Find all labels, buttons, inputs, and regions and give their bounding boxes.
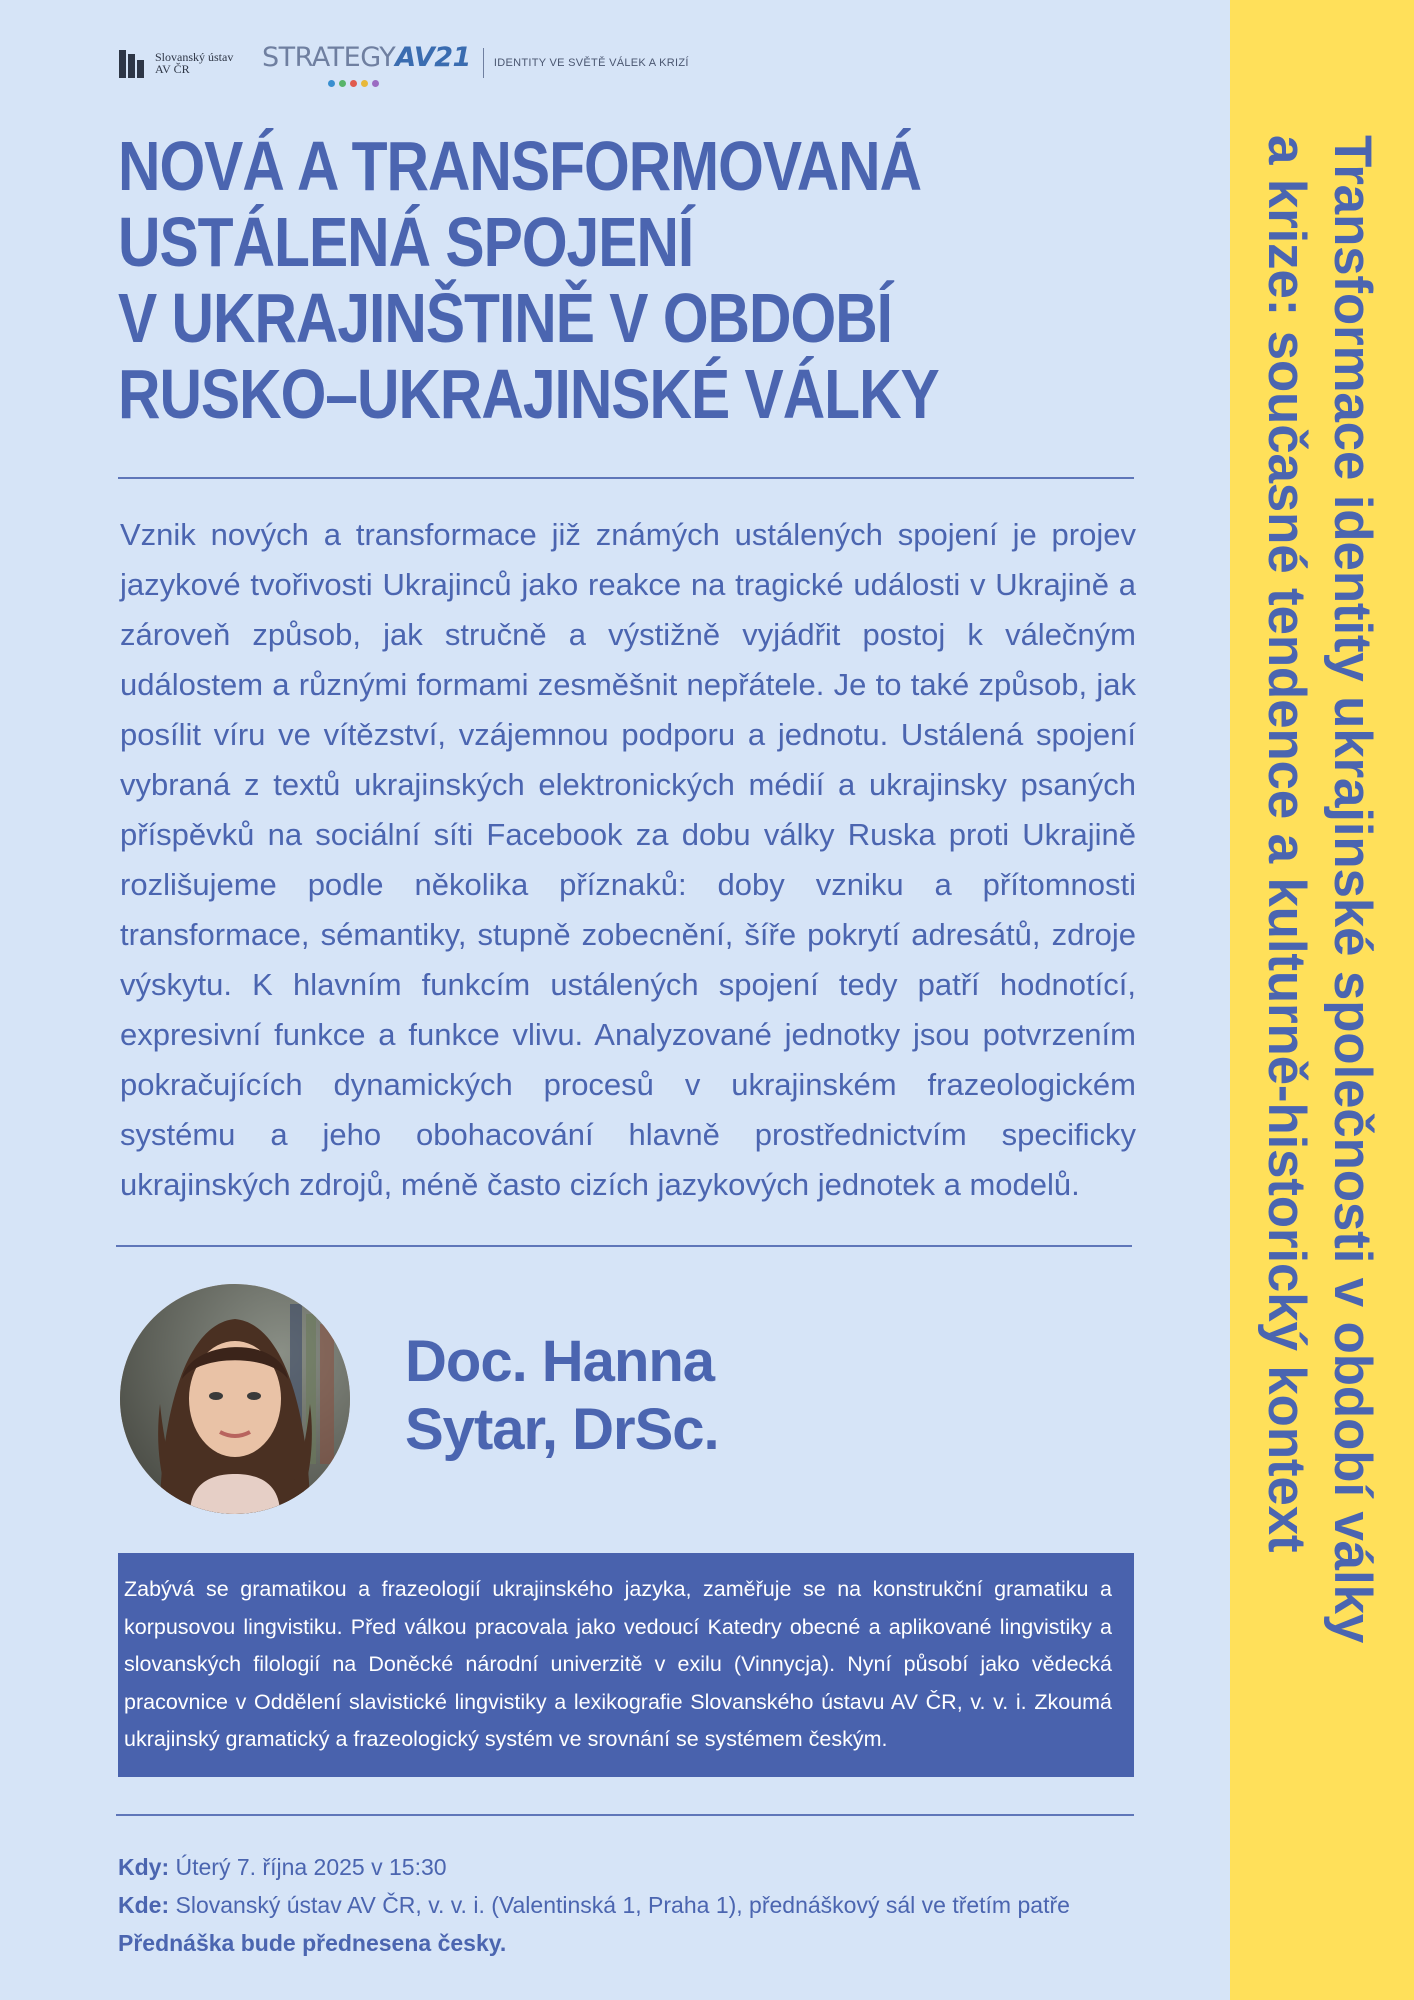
slovansky-ustav-logo	[119, 48, 250, 78]
series-title-vertical	[1253, 135, 1385, 1835]
where-label: Kde:	[118, 1892, 170, 1918]
header-logos	[119, 40, 769, 85]
speaker-name-line-2: Sytar, DrSc.	[405, 1397, 719, 1462]
divider-top	[118, 477, 1134, 479]
program-tagline: IDENTITY VE SVĚTĚ VÁLEK A KRIZÍ	[493, 56, 689, 69]
av21-logo-text: AV21	[395, 42, 471, 73]
divider-middle	[116, 1245, 1132, 1247]
logo-divider	[483, 48, 484, 78]
language-note: Přednáška bude přednesena česky.	[118, 1930, 507, 1956]
title-line-1: NOVÁ A TRANSFORMOVANÁ	[118, 127, 922, 205]
institute-mark-icon	[119, 48, 147, 78]
divider-bottom	[116, 1814, 1134, 1816]
strategy-av21-logo	[262, 42, 471, 83]
speaker-name	[405, 1328, 835, 1464]
title-line-4: RUSKO–UKRAJINSKÉ VÁLKY	[118, 355, 939, 433]
event-when-row	[118, 1848, 1168, 1886]
series-title-line-2: a krize: současné tendence a kulturně-historický kontext	[1257, 135, 1316, 1553]
speaker-bio-text: Zabývá se gramatikou a frazeologií ukrajinského jazyka, zaměřuje se na konstrukční gramatiku a korpusovou lingvistiku. Před válkou pracovala jako vedoucí Katedry obecné a aplikované lingvistiky a slovanských filologií na Doněcké národní univerzitě v exilu (Vinnycja). Nyní působí jako vědecká pracovnice v Oddělení slavistické lingvistiky a lexikografie Slovanského ústavu AV ČR, v. v. i. Zkoumá ukrajinský gramatický a frazeologický systém ve srovnání se systémem českým.	[124, 1577, 1112, 1751]
event-info	[118, 1848, 1168, 1962]
when-label: Kdy:	[118, 1854, 170, 1880]
portrait-photo-icon	[120, 1284, 350, 1514]
strategy-logo-text: STRATEGY	[262, 42, 396, 73]
speaker-name-line-1: Doc. Hanna	[405, 1329, 715, 1394]
title-line-3: V UKRAJINŠTINĚ V OBDOBÍ	[118, 279, 892, 357]
lecture-title	[118, 128, 958, 432]
abstract-text: Vznik nových a transformace již známých ustálených spojení je projev jazykové tvořivosti Ukrajinců jako reakce na tragické události v Ukrajině a zároveň způsob, jak stručně a výstižně vyjádřit postoj k válečným událostem a různými formami zesměšnit nepřátele. Je to také způsob, jak posílit víru ve vítězství, vzájemnou podporu a jednotu. Ustálená spojení vybraná z textů ukrajinských elektronických médií a ukrajinsky psaných příspěvků na sociální síti Facebook za dobu války Ruska proti Ukrajině rozlišujeme podle několika příznaků: doby vzniku a přítomnosti transformace, sémantiky, stupně zobecnění, šíře pokrytí adresátů, zdroje výskytu. K hlavním funkcím ustálených spojení tedy patří hodnotící, expresivní funkce a funkce vlivu. Analyzované jednotky jsou potvrzením pokračujících dynamických procesů v ukrajinském frazeologickém systému a jeho obohacování hlavně prostřednictvím specificky ukrajinských zdrojů, méně často cizích jazykových jednotek a modelů.	[120, 517, 1136, 1202]
when-value: Úterý 7. října 2025 v 15:30	[175, 1854, 447, 1880]
speaker-bio-box	[118, 1553, 1134, 1777]
speaker-portrait	[120, 1284, 350, 1514]
event-where-row	[118, 1886, 1168, 1924]
where-value: Slovanský ústav AV ČR, v. v. i. (Valentinská 1, Praha 1), přednáškový sál ve třetím patře	[175, 1892, 1070, 1918]
title-line-2: USTÁLENÁ SPOJENÍ	[118, 203, 694, 281]
logo-dots-icon	[328, 80, 379, 87]
series-title-line-1: Transformace identity ukrajinské společnosti v období války	[1323, 135, 1382, 1644]
institute-logo-text: Slovanský ústav AV ČR	[155, 49, 234, 76]
